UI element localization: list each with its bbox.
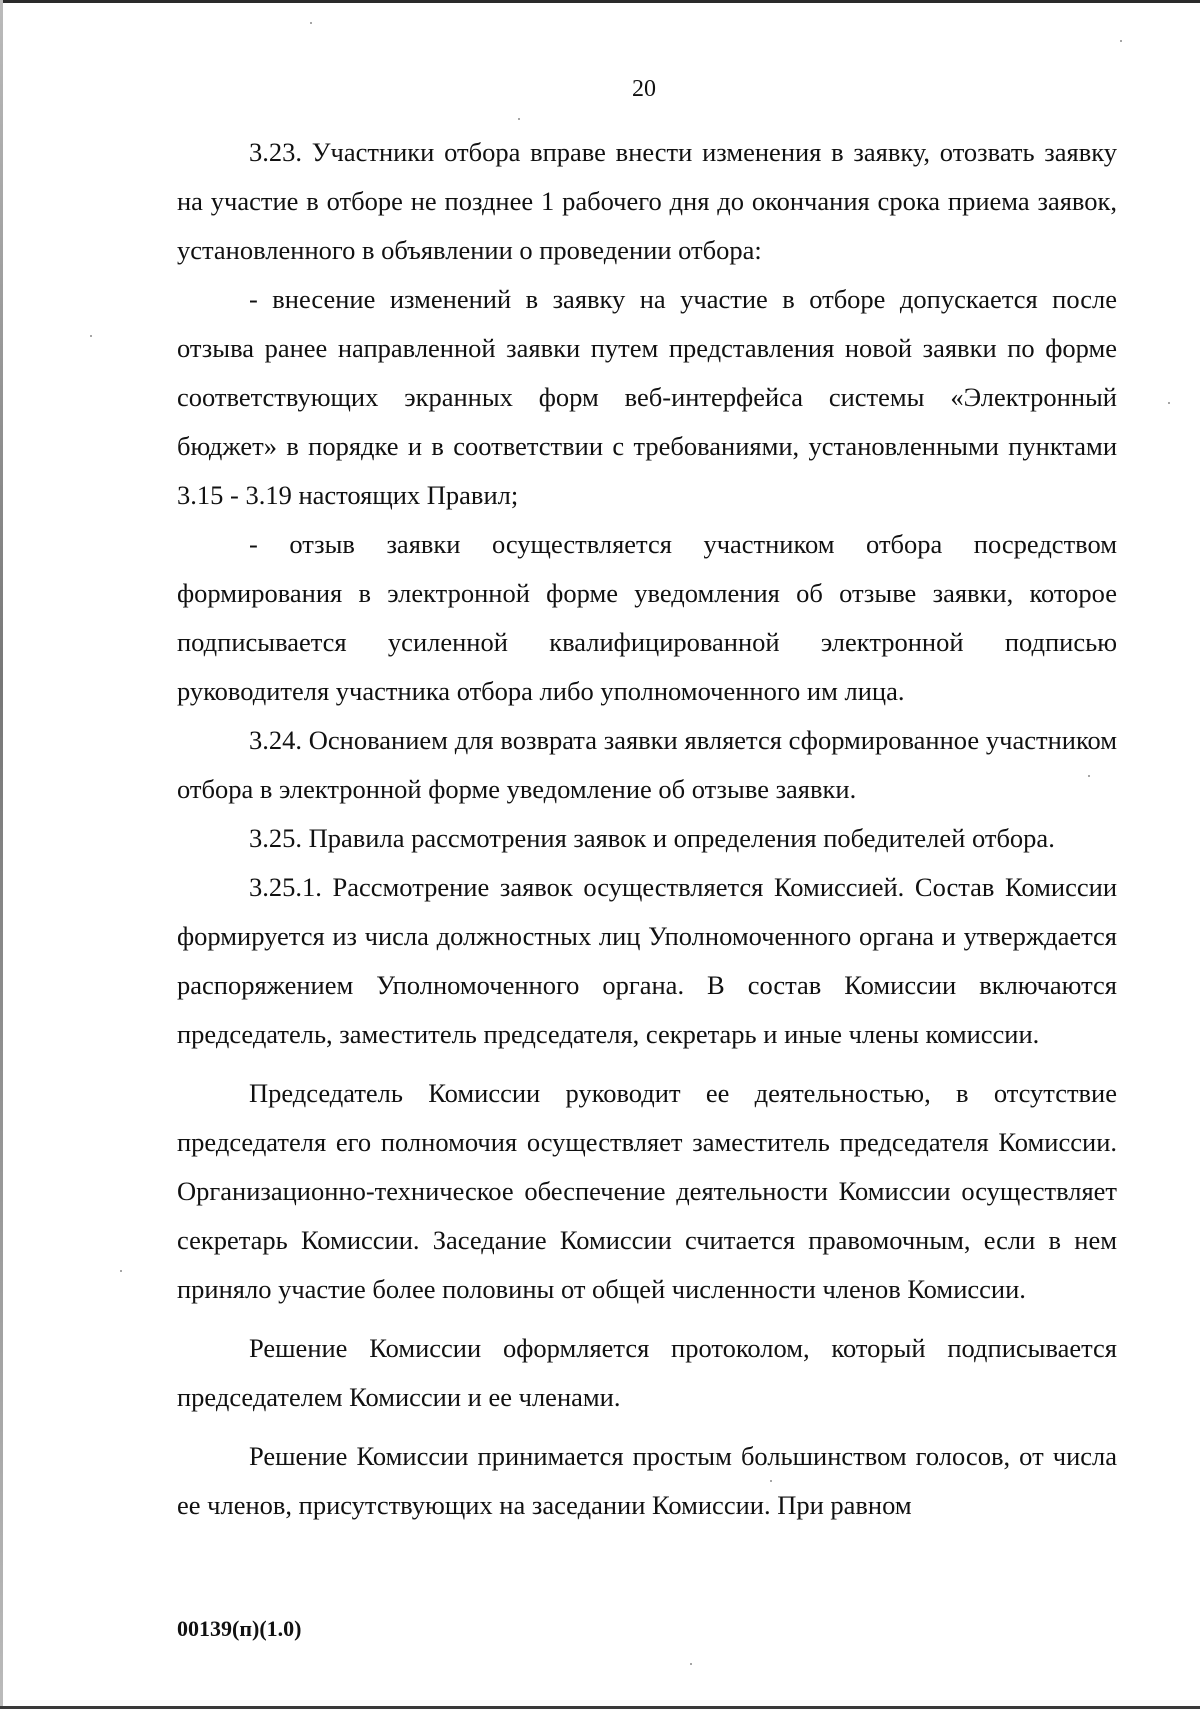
scan-speck bbox=[518, 118, 520, 120]
page-number: 20 bbox=[632, 76, 656, 102]
scan-speck bbox=[120, 1270, 122, 1272]
paragraph-withdrawal-rule: - отзыв заявки осуществляется участником отбора посредством формирования в электронной форме уведомления об отзыве заявки, которое подписывается усиленной квалифицированной электронной подписью руководителя участника отбора либо уполномоченного им лица. bbox=[177, 529, 1117, 706]
paragraph-3-25: 3.25. Правила рассмотрения заявок и определения победителей отбора. bbox=[249, 823, 1055, 853]
paragraph-3-24: 3.24. Основанием для возврата заявки является сформированное участником отбора в электронной форме уведомление об отзыве заявки. bbox=[177, 725, 1117, 804]
scan-speck bbox=[1168, 402, 1170, 404]
document-body bbox=[177, 128, 1117, 1530]
scan-border-left bbox=[0, 0, 3, 1709]
scan-speck bbox=[690, 1663, 692, 1665]
scan-border-top bbox=[0, 0, 1200, 3]
paragraph-voting: Решение Комиссии принимается простым большинством голосов, от числа ее членов, присутствующих на заседании Комиссии. При равном bbox=[177, 1441, 1117, 1520]
paragraph-3-25-1: 3.25.1. Рассмотрение заявок осуществляется Комиссией. Состав Комиссии формируется из числа должностных лиц Уполномоченного органа и утверждается распоряжением Уполномоченного органа. В состав Комиссии включаются председатель, заместитель председателя, секретарь и иные члены комиссии. bbox=[177, 872, 1117, 1049]
paragraph-chairman: Председатель Комиссии руководит ее деятельностью, в отсутствие председателя его полномочия осуществляет заместитель председателя Комиссии. Организационно-техническое обеспечение деятельности Комиссии осуществляет секретарь Комиссии. Заседание Комиссии считается правомочным, если в нем приняло участие более половины от общей численности членов Комиссии. bbox=[177, 1078, 1117, 1304]
paragraph-protocol: Решение Комиссии оформляется протоколом, который подписывается председателем Комиссии и ее членами. bbox=[177, 1333, 1117, 1412]
scan-speck bbox=[90, 335, 92, 337]
paragraph-amendment-rule: - внесение изменений в заявку на участие в отборе допускается после отзыва ранее направленной заявки путем представления новой заявки по форме соответствующих экранных форм веб-интерфейса системы «Электронный бюджет» в порядке и в соответствии с требованиями, установленными пунктами 3.15 - 3.19 настоящих Правил; bbox=[177, 284, 1117, 510]
document-code: 00139(п)(1.0) bbox=[177, 1616, 302, 1641]
paragraph-3-23: 3.23. Участники отбора вправе внести изменения в заявку, отозвать заявку на участие в отборе не позднее 1 рабочего дня до окончания срока приема заявок, установленного в объявлении о проведении отбора: bbox=[177, 137, 1117, 265]
scan-speck bbox=[310, 22, 312, 24]
scan-speck bbox=[1120, 40, 1122, 42]
